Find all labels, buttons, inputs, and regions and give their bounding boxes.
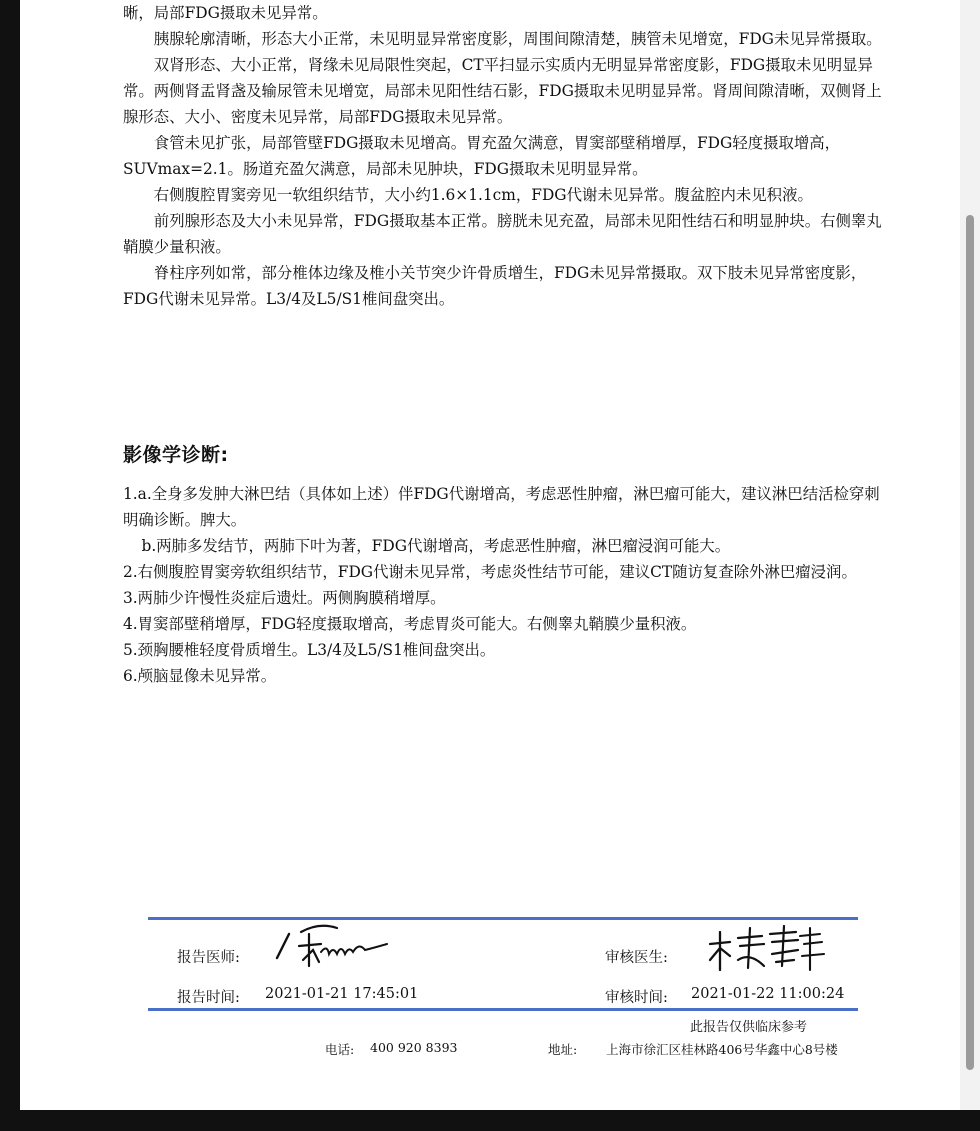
report-page — [20, 0, 960, 1110]
findings-paragraph: 晰，局部FDG摄取未见异常。 — [123, 4, 328, 22]
phone-value: 400 920 8393 — [370, 1040, 458, 1055]
address-value: 上海市徐汇区桂林路406号华鑫中心8号楼 — [606, 1042, 838, 1057]
diagnosis-item: 1.a.全身多发肿大淋巴结（具体如上述）伴FDG代谢增高，考虑恶性肿瘤，淋巴瘤可能大，建议淋巴结活检穿刺明确诊断。脾大。 — [123, 485, 880, 529]
findings-paragraph: 脊柱序列如常，部分椎体边缘及椎小关节突少许骨质增生，FDG未见异常摄取。双下肢未见异常密度影，FDG代谢未见异常。L3/4及L5/S1椎间盘突出。 — [123, 264, 867, 308]
review-time-label: 审核时间: — [605, 990, 668, 1006]
report-time-value: 2021-01-21 17:45:01 — [265, 986, 419, 1002]
findings-section — [123, 0, 893, 312]
disclaimer-text: 此报告仅供临床参考 — [690, 1020, 808, 1035]
findings-paragraph: 右侧腹腔胃窦旁见一软组织结节，大小约1.6×1.1cm，FDG代谢未见异常。腹盆腔内未见积液。 — [153, 186, 813, 204]
findings-paragraph: 前列腺形态及大小未见异常，FDG摄取基本正常。膀胱未见充盈，局部未见阳性结石和明显肿块。右侧睾丸鞘膜少量积液。 — [123, 212, 882, 256]
report-time-label: 报告时间: — [177, 990, 240, 1006]
review-time-value: 2021-01-22 11:00:24 — [691, 986, 845, 1002]
report-doctor-signature — [263, 918, 398, 978]
review-doctor-signature — [700, 916, 830, 978]
diagnosis-item: b.两肺多发结节，两肺下叶为著，FDG代谢增高，考虑恶性肿瘤，淋巴瘤浸润可能大。 — [141, 537, 731, 555]
diagnosis-item: 6.颅脑显像未见异常。 — [123, 667, 277, 685]
report-doctor-label: 报告医师: — [177, 950, 240, 966]
diagnosis-list — [123, 481, 893, 689]
findings-paragraph: 胰腺轮廓清晰，形态大小正常，未见明显异常密度影，周围间隙清楚，胰管未见增宽，FDG未见异常摄取。 — [153, 30, 882, 48]
diagnosis-item: 3.两肺少许慢性炎症后遗灶。两侧胸膜稍增厚。 — [123, 589, 446, 607]
scrollbar-thumb[interactable] — [966, 215, 974, 1070]
findings-paragraph: 双肾形态、大小正常，肾缘未见局限性突起，CT平扫显示实质内无明显异常密度影，FDG摄取未见明显异常。两侧肾盂肾盏及输尿管未见增宽，局部未见阳性结石影，FDG摄取未见明显异常。肾周间隙清晰，双侧肾上腺形态、大小、密度未见异常，局部FDG摄取未见异常。 — [123, 56, 882, 126]
phone-label: 电话: — [325, 1042, 355, 1057]
vertical-scrollbar[interactable] — [960, 0, 980, 1110]
address-label: 地址: — [548, 1042, 578, 1057]
signoff-bottom-rule — [148, 1008, 858, 1011]
diagnosis-item: 4.胃窦部壁稍增厚，FDG轻度摄取增高，考虑胃炎可能大。右侧睾丸鞘膜少量积液。 — [123, 615, 697, 633]
diagnosis-heading: 影像学诊断: — [123, 444, 229, 466]
findings-paragraph: 食管未见扩张，局部管壁FDG摄取未见增高。胃充盈欠满意，胃窦部壁稍增厚，FDG轻度摄取增高，SUVmax=2.1。肠道充盈欠满意，局部未见肿块，FDG摄取未见明显异常。 — [123, 134, 841, 178]
diagnosis-item: 2.右侧腹腔胃窦旁软组织结节，FDG代谢未见异常，考虑炎性结节可能，建议CT随访复查除外淋巴瘤浸润。 — [123, 563, 857, 581]
review-doctor-label: 审核医生: — [605, 950, 668, 966]
diagnosis-item: 5.颈胸腰椎轻度骨质增生。L3/4及L5/S1椎间盘突出。 — [123, 641, 496, 659]
